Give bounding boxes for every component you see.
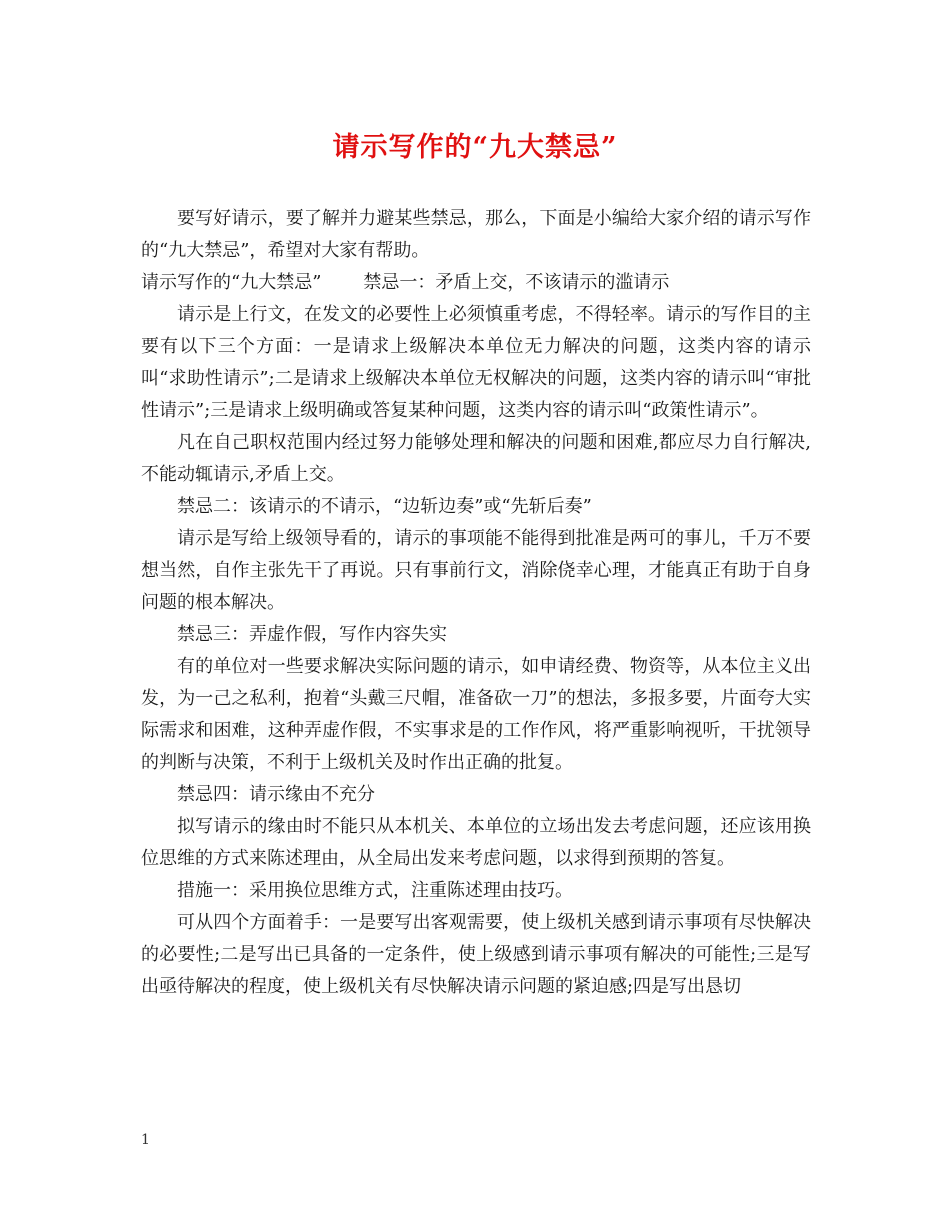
document-title: 请示写作的“九大禁忌” xyxy=(332,132,618,163)
paragraph: 有的单位对一些要求解决实际问题的请示，如申请经费、物资等，从本位主义出发，为一己之私利，抱着“头戴三尺帽，准备砍一刀”的想法，多报多要，片面夸大实际需求和困难，这种弄虚作假，不实事求是的工作作风，将严重影响视听，干扰领导的判断与决策，不利于上级机关及时作出正确的批复。 xyxy=(141,656,811,773)
heading-line-right: 禁忌一：矛盾上交，不该请示的滥请示 xyxy=(363,272,670,293)
paragraph: 请示是上行文，在发文的必要性上必须慎重考虑，不得轻率。请示的写作目的主要有以下三个方面：一是请求上级解决本单位无力解决的问题，这类内容的请示叫“求助性请示”;二是请求上级解决本单位无权解决的问题，这类内容的请示叫“审批性请示”;三是请求上级明确或答复某种问题，这类内容的请示叫“政策性请示”。 xyxy=(141,304,811,421)
section-heading: 禁忌三：弄虚作假，写作内容失实 xyxy=(177,624,447,645)
paragraph: 凡在自己职权范围内经过努力能够处理和解决的问题和困难,都应尽力自行解决,不能动辄请示,矛盾上交。 xyxy=(141,432,811,485)
document-body xyxy=(141,203,811,1003)
intro-paragraph: 要写好请示，要了解并力避某些禁忌，那么，下面是小编给大家介绍的请示写作的“九大禁忌”，希望对大家有帮助。 xyxy=(141,208,811,261)
section-heading: 禁忌四：请示缘由不充分 xyxy=(177,784,375,805)
heading-line-left: 请示写作的“九大禁忌” xyxy=(141,272,322,293)
paragraph: 可从四个方面着手：一是要写出客观需要，使上级机关感到请示事项有尽快解决的必要性;二是写出已具备的一定条件，使上级感到请示事项有解决的可能性;三是写出亟待解决的程度，使上级机关有尽快解决请示问题的紧迫感;四是写出恳切 xyxy=(141,912,811,997)
section-heading: 禁忌二：该请示的不请示，“边斩边奏”或“先斩后奏” xyxy=(177,496,592,517)
paragraph: 拟写请示的缘由时不能只从本机关、本单位的立场出发去考虑问题，还应该用换位思维的方式来陈述理由，从全局出发来考虑问题，以求得到预期的答复。 xyxy=(141,816,811,869)
paragraph: 请示是写给上级领导看的，请示的事项能不能得到批准是两可的事儿，千万不要想当然，自作主张先干了再说。只有事前行文，消除侥幸心理，才能真正有助于自身问题的根本解决。 xyxy=(141,528,811,613)
section-heading: 措施一：采用换位思维方式，注重陈述理由技巧。 xyxy=(177,880,573,901)
page-number: 1 xyxy=(141,1132,150,1148)
heading-line xyxy=(141,267,811,299)
